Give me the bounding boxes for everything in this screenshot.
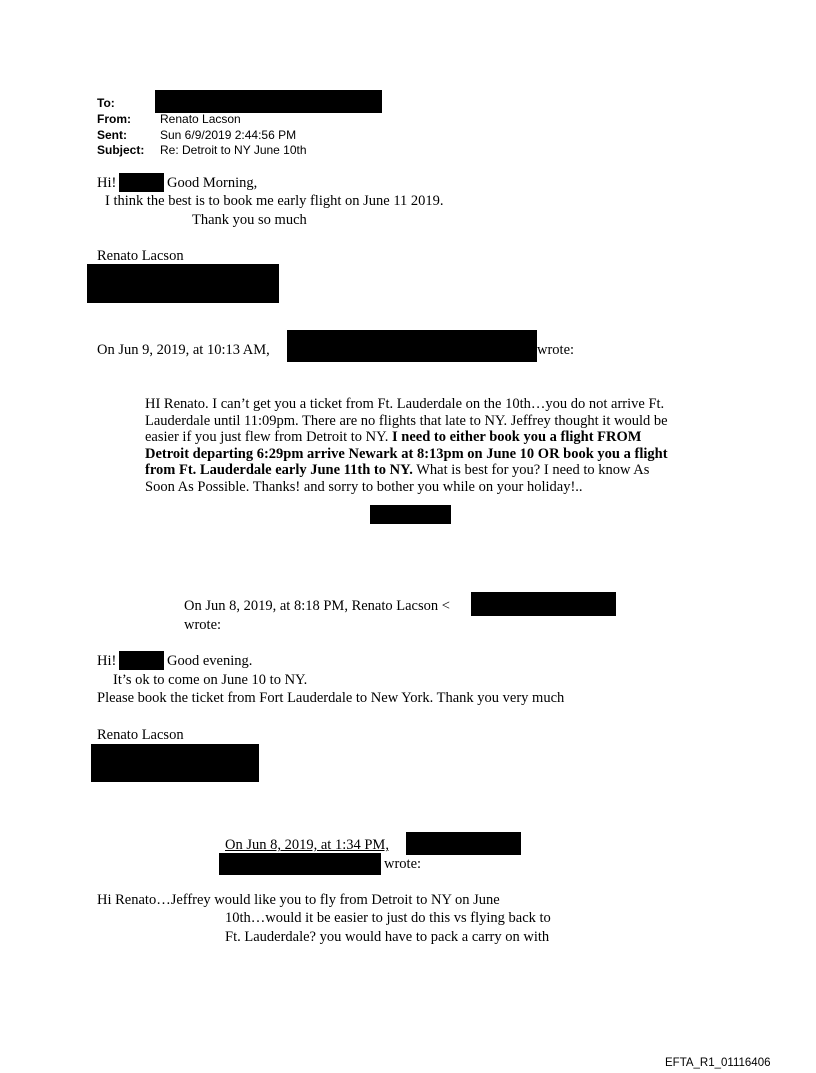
subject-value: Re: Detroit to NY June 10th — [160, 143, 307, 157]
greeting-hi: Hi! — [97, 653, 117, 669]
redaction-block — [91, 744, 259, 782]
from-label: From: — [97, 112, 131, 126]
signature: Renato Lacson — [97, 727, 184, 743]
quoted-text: HI Renato. I can’t get you a ticket from Ft. Lauderdale on the 10th…you do not arrive Ft. Lauderdale until 11:09pm. There are no flights that late to NY. Jeffrey thought it would be easier if you just flew from Detroit to NY. — [145, 396, 668, 446]
signature: Renato Lacson — [97, 248, 184, 264]
quote-wrote: wrote: — [184, 617, 222, 633]
redaction-block — [406, 832, 521, 855]
redaction-block — [87, 264, 279, 303]
from-value: Renato Lacson — [160, 112, 241, 126]
message-line: It’s ok to come on June 10 to NY. — [113, 672, 308, 688]
greeting-text: Good evening. — [167, 653, 253, 669]
quote-attribution: On Jun 8, 2019, at 8:18 PM, Renato Lacson < — [184, 598, 450, 614]
message-line: Please book the ticket from Fort Lauderdale to New York. Thank you very much — [97, 690, 565, 706]
message-line: I think the best is to book me early flight on June 11 2019. — [105, 193, 444, 209]
message-line: Hi Renato…Jeffrey would like you to fly from Detroit to NY on June — [97, 892, 500, 908]
quoted-text-bold: I need to either book you a flight FROM Detroit departing 6:29pm arrive Newark at 8:13pm on June 10 OR book you a flight from Ft. Lauderdale early June 11th to NY. — [145, 429, 668, 479]
redaction-block — [155, 90, 382, 113]
greeting-text: Good Morning, — [167, 175, 258, 191]
message-line: Thank you so much — [192, 212, 307, 228]
quote-attribution: On Jun 8, 2019, at 1:34 PM, — [225, 837, 389, 853]
quoted-text: What is best for you? I need to know As Soon As Possible. Thanks! and sorry to bother you while on your holiday!.. — [145, 462, 650, 495]
redaction-block — [119, 173, 164, 192]
redaction-block — [219, 853, 381, 875]
redaction-block — [471, 592, 616, 616]
quote-wrote: wrote: — [384, 856, 422, 872]
quote-attribution: On Jun 9, 2019, at 10:13 AM, — [97, 342, 270, 358]
document-id: EFTA_R1_01116406 — [665, 1057, 771, 1069]
message-line: 10th…would it be easier to just do this vs flying back to — [225, 910, 551, 926]
to-label: To: — [97, 96, 115, 110]
quoted-message — [145, 396, 670, 496]
redaction-block — [287, 330, 537, 362]
greeting-hi: Hi! — [97, 175, 117, 191]
sent-value: Sun 6/9/2019 2:44:56 PM — [160, 128, 297, 142]
message-line: Ft. Lauderdale? you would have to pack a carry on with — [225, 929, 550, 945]
redaction-block — [370, 505, 451, 524]
redaction-block — [119, 651, 164, 670]
quote-wrote: wrote: — [537, 342, 575, 358]
subject-label: Subject: — [97, 143, 145, 157]
sent-label: Sent: — [97, 128, 127, 142]
